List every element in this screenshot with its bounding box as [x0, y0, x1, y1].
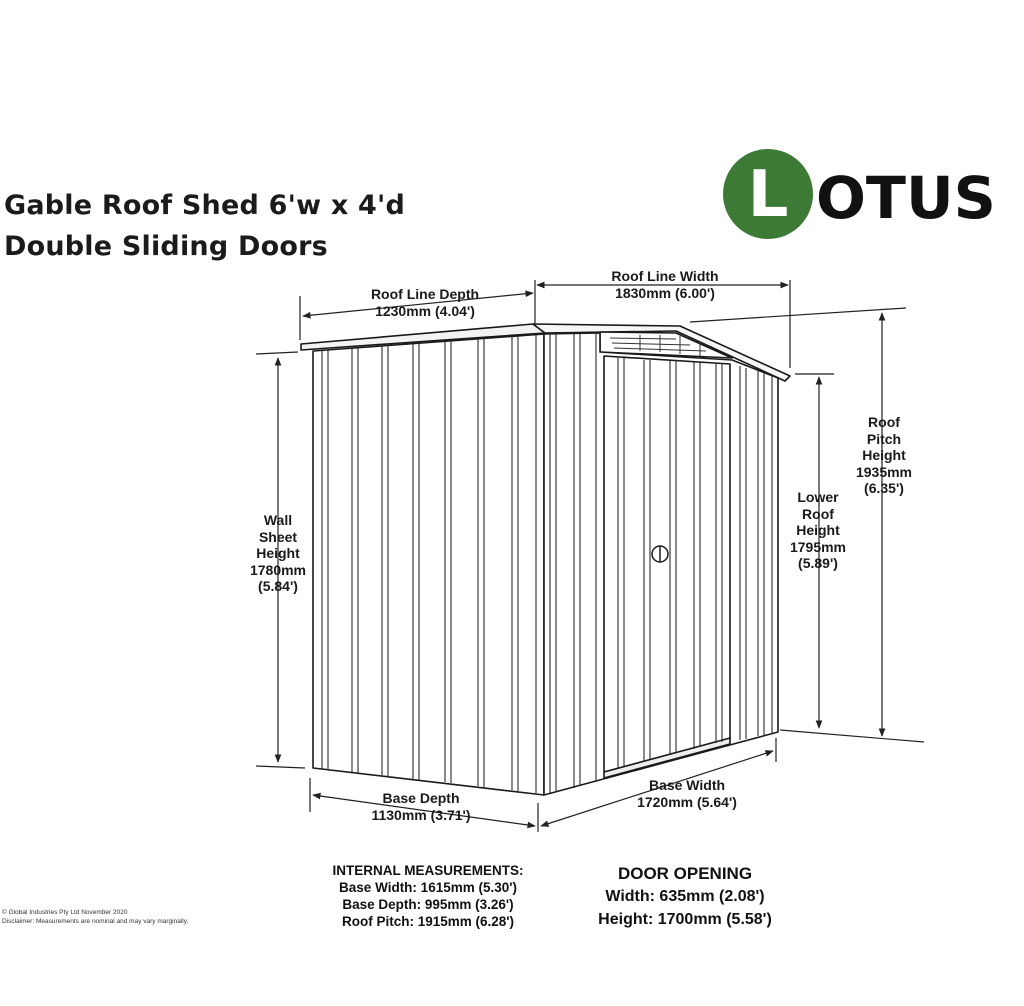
lower-roof-height-label: [780, 489, 856, 572]
door-opening-width: Width: 635mm (2.08'): [605, 888, 765, 905]
internal-measurements: [324, 862, 532, 930]
roof-line-width-value: 1830mm (6.00'): [615, 284, 715, 301]
internal-base-width: Base Width: 1615mm (5.30'): [339, 880, 517, 895]
lower-roof-height-line1: Lower: [797, 489, 839, 505]
page-title: Gable Roof Shed 6'w x 4'd: [4, 190, 406, 221]
wall-sheet-height-ft: (5.84'): [258, 578, 298, 594]
roof-pitch-height-line1: Roof: [868, 414, 900, 430]
lower-roof-height-ft: (5.89'): [798, 555, 838, 571]
base-depth-value: 1130mm (3.71'): [371, 806, 471, 823]
internal-heading: INTERNAL MEASUREMENTS:: [332, 863, 524, 878]
internal-roof-pitch: Roof Pitch: 1915mm (6.28'): [341, 914, 514, 929]
roof-line-width-label: [600, 268, 730, 301]
roof-pitch-height-mm: 1935mm: [855, 463, 913, 480]
base-width-title: Base Width: [648, 777, 726, 793]
roof-pitch-height-line3: Height: [862, 447, 906, 463]
wall-sheet-height-line3: Height: [256, 545, 300, 561]
lower-roof-height-line3: Height: [796, 522, 840, 538]
shed-outline: [301, 324, 790, 795]
wall-sheet-height-label: [240, 512, 316, 595]
roof-line-depth-label: [360, 286, 490, 319]
roof-line-depth-title: Roof Line Depth: [370, 286, 480, 302]
base-width-value: 1720mm (5.64'): [637, 793, 737, 810]
page-subtitle: Double Sliding Doors: [4, 231, 328, 262]
door-opening-heading: DOOR OPENING: [617, 864, 753, 883]
roof-line-depth-value: 1230mm (4.04'): [375, 302, 475, 319]
base-depth-title: Base Depth: [382, 790, 460, 806]
roof-line-width-title: Roof Line Width: [611, 268, 719, 284]
lower-roof-height-line2: Roof: [802, 505, 834, 522]
logo-letters: OTUS: [816, 164, 996, 232]
roof-pitch-height-label: [846, 414, 922, 497]
disclaimer-note: Disclaimer: Measurements are nominal and may vary marginally.: [2, 918, 189, 925]
wall-sheet-height-line1: Wall: [263, 512, 293, 528]
door-opening-height: Height: 1700mm (5.58'): [598, 911, 772, 928]
copyright-note: © Global Industries Pty Ltd November 2020: [2, 909, 128, 916]
wall-sheet-height-line2: Sheet: [258, 528, 298, 545]
internal-base-depth: Base Depth: 995mm (3.26'): [342, 897, 514, 912]
lower-roof-height-mm: 1795mm: [789, 538, 847, 555]
door-opening: [582, 862, 788, 931]
logo-circle-letter: L: [747, 158, 789, 232]
base-width-label: [622, 777, 752, 810]
wall-sheet-height-mm: 1780mm: [249, 561, 307, 578]
roof-pitch-height-ft: (6.35'): [864, 480, 904, 496]
roof-pitch-height-line2: Pitch: [866, 430, 902, 447]
base-depth-label: [356, 790, 486, 823]
